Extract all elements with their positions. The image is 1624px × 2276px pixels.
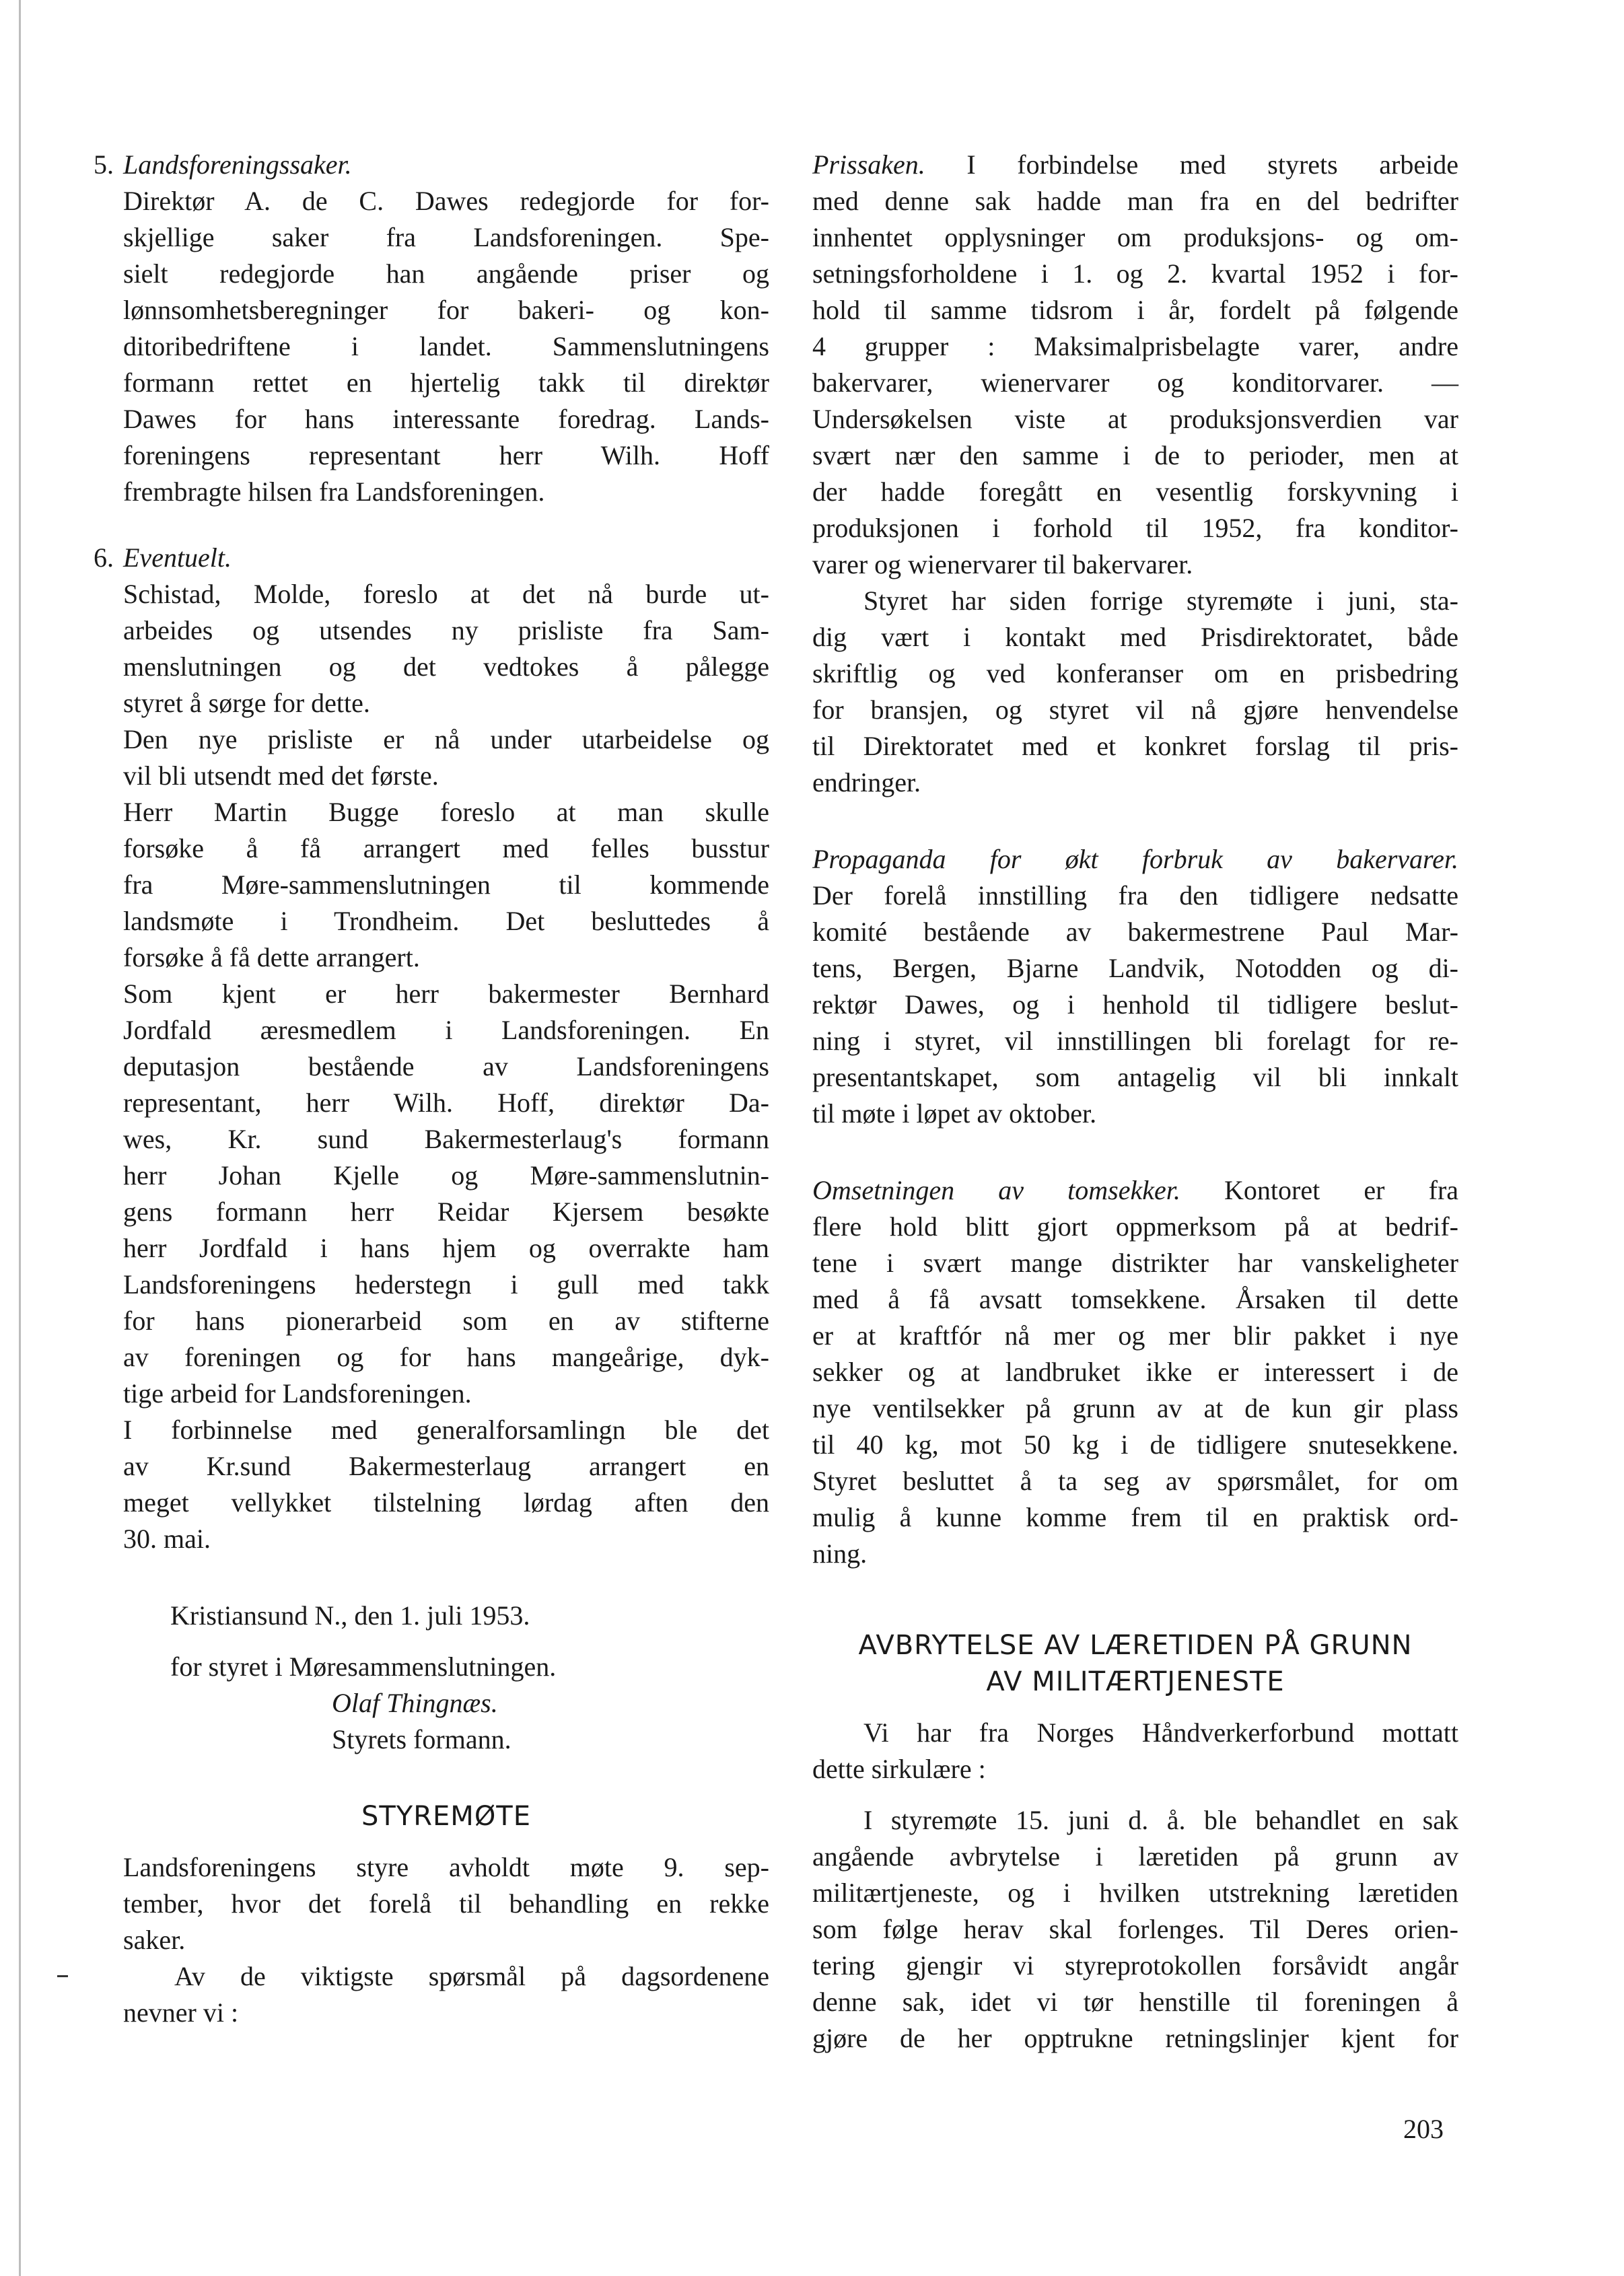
text-line: gens formann herr Reidar Kjersem besøkte xyxy=(123,1197,769,1227)
text-line: dig vært i kontakt med Prisdirektoratet, både xyxy=(812,622,1458,652)
text-line: 4 grupper : Maksimalprisbelagte varer, andre xyxy=(812,331,1458,361)
text-line: forsøke å få arrangert med felles busstur xyxy=(123,833,769,863)
item-5-number: 5. xyxy=(94,149,114,180)
signature-name: Olaf Thingnæs. xyxy=(332,1688,498,1718)
text-line: presentantskapet, som antagelig vil bli innkalt xyxy=(812,1062,1458,1092)
text-line: skjellige saker fra Landsforeningen. Spe- xyxy=(123,222,769,252)
text-line: denne sak, idet vi tør henstille til foreningen å xyxy=(812,1987,1458,2017)
text-line: for bransjen, og styret vil nå gjøre henvendelse xyxy=(812,695,1458,725)
text-line: ditoribedriftene i landet. Sammenslutningens xyxy=(123,331,769,361)
text-line: saker. xyxy=(123,1925,186,1955)
text-line: nevner vi : xyxy=(123,1997,239,2028)
text-line: Jordfald æresmedlem i Landsforeningen. En xyxy=(123,1015,769,1045)
text-line: produksjonen i forhold til 1952, fra konditor- xyxy=(812,513,1458,543)
text-line: mulig å kunne komme frem til en praktisk ord- xyxy=(812,1502,1458,1532)
text-line: til møte i løpet av oktober. xyxy=(812,1098,1097,1129)
text-line: Den nye prisliste er nå under utarbeidelse og xyxy=(123,724,769,754)
text-line: nye ventilsekker på grunn av at de kun gir plass xyxy=(812,1393,1458,1423)
right-column xyxy=(812,147,1458,2057)
text-line: setningsforholdene i 1. og 2. kvartal 1952 i for- xyxy=(812,258,1458,289)
text-line: gjøre de her opptrukne retningslinjer kjent for xyxy=(812,2023,1458,2053)
item-5-heading xyxy=(94,147,769,183)
text-line: frembragte hilsen fra Landsforeningen. xyxy=(123,476,545,507)
text-line: til 40 kg, mot 50 kg i de tidligere snutesekkene. xyxy=(812,1429,1458,1460)
text-line: som følge herav skal forlenges. Til Deres orien- xyxy=(812,1914,1458,1944)
prissaken-first: I forbindelse med styrets arbeide xyxy=(966,149,1458,180)
styremote-body xyxy=(123,1849,769,2031)
text-line: varer og wienervarer til bakervarer. xyxy=(812,549,1193,579)
item-6-heading xyxy=(94,540,769,576)
propaganda-title: Propaganda for økt forbruk av bakervarer. xyxy=(812,844,1458,874)
text-line: til Direktoratet med et konkret forslag til pris- xyxy=(812,731,1458,761)
text-line: Schistad, Molde, foreslo at det nå burde ut- xyxy=(123,579,769,609)
text-line: ning. xyxy=(812,1538,868,1569)
text-line: tering gjengir vi styreprotokollen forsåvidt angår xyxy=(812,1950,1458,1981)
text-line xyxy=(812,1172,1458,1209)
prissaken-title: Prissaken. xyxy=(812,149,925,180)
avbrytelse-section xyxy=(812,1627,1458,2057)
text-line: landsmøte i Trondheim. Det besluttedes å xyxy=(123,906,769,936)
text-line: herr Johan Kjelle og Møre-sammenslutnin- xyxy=(123,1160,769,1190)
text-line: rektør Dawes, og i henhold til tidligere beslut- xyxy=(812,989,1458,1020)
text-line: tige arbeid for Landsforeningen. xyxy=(123,1378,472,1409)
text-line: meget vellykket tilstelning lørdag aften den xyxy=(123,1487,769,1518)
text-line: militærtjeneste, og i hvilken utstrekning læretiden xyxy=(812,1878,1458,1908)
text-line: herr Jordfald i hans hjem og overrakte ham xyxy=(123,1233,769,1263)
avbrytelse-heading-line-1: AVBRYTELSE AV LÆRETIDEN PÅ GRUNN xyxy=(858,1630,1413,1661)
text-line: I styremøte 15. juni d. å. ble behandlet en sak xyxy=(863,1805,1458,1835)
text-line: fra Møre-sammenslutningen til kommende xyxy=(123,869,769,900)
prissaken-section xyxy=(812,147,1458,801)
text-line: menslutningen og det vedtokes å pålegge xyxy=(123,651,769,682)
text-line: foreningens representant herr Wilh. Hoff xyxy=(123,440,769,470)
item-5-body xyxy=(123,183,769,510)
text-line: wes, Kr. sund Bakermesterlaug's formann xyxy=(123,1124,769,1154)
text-line: Landsforeningens hederstegn i gull med takk xyxy=(123,1269,769,1300)
text-line: Der forelå innstilling fra den tidligere nedsatte xyxy=(812,880,1458,911)
text-line: med å få avsatt tomsekkene. Årsaken til dette xyxy=(812,1284,1458,1314)
text-line: svært nær den samme i de to perioder, men at xyxy=(812,440,1458,470)
propaganda-section xyxy=(812,841,1458,1132)
text-line: der hadde foregått en vesentlig forskyvning i xyxy=(812,476,1458,507)
left-column xyxy=(94,147,769,2031)
text-line: styret å sørge for dette. xyxy=(123,688,370,718)
text-line: er at kraftfór nå mer og mer blir pakket i nye xyxy=(812,1320,1458,1351)
text-line: forsøke å få dette arrangert. xyxy=(123,942,420,972)
text-line: innhentet opplysninger om produksjons- og om- xyxy=(812,222,1458,252)
text-line: komité bestående av bakermestrene Paul Mar- xyxy=(812,917,1458,947)
margin-mark xyxy=(57,1975,68,1977)
text-line: tens, Bergen, Bjarne Landvik, Notodden og di- xyxy=(812,953,1458,983)
omsetning-first: Kontoret er fra xyxy=(1224,1175,1459,1205)
signature-for-board: for styret i Møresammenslutningen. xyxy=(170,1651,557,1682)
item-6-number: 6. xyxy=(94,542,114,573)
item-6-title: Eventuelt. xyxy=(123,542,232,573)
text-line: flere hold blitt gjort oppmerksom på at bedrif- xyxy=(812,1211,1458,1242)
text-line: 30. mai. xyxy=(123,1524,211,1554)
text-line: sekker og at landbruket ikke er interessert i de xyxy=(812,1357,1458,1387)
omsetning-section xyxy=(812,1172,1458,1572)
text-line: med denne sak hadde man fra en del bedrifter xyxy=(812,186,1458,216)
text-line: lønnsomhetsberegninger for bakeri- og kon- xyxy=(123,295,769,325)
signature-block xyxy=(123,1598,769,1758)
signature-place-date: Kristiansund N., den 1. juli 1953. xyxy=(170,1600,530,1631)
item-6-body xyxy=(123,576,769,1557)
text-line: hold til samme tidsrom i år, fordelt på følgende xyxy=(812,295,1458,325)
text-line: Herr Martin Bugge foreslo at man skulle xyxy=(123,797,769,827)
text-line: arbeides og utsendes ny prisliste fra Sam- xyxy=(123,615,769,645)
text-line: tember, hvor det forelå til behandling en rekke xyxy=(123,1888,769,1919)
text-line: angående avbrytelse i læretiden på grunn av xyxy=(812,1841,1458,1872)
item-5-title: Landsforeningssaker. xyxy=(123,149,352,180)
text-line: Landsforeningens styre avholdt møte 9. sep- xyxy=(123,1852,769,1882)
text-line: formann rettet en hjertelig takk til direktør xyxy=(123,367,769,398)
text-line: sielt redegjorde han angående priser og xyxy=(123,258,769,289)
text-line: vil bli utsendt med det første. xyxy=(123,760,439,791)
text-line: Av de viktigste spørsmål på dagsordenene xyxy=(174,1961,769,1991)
text-line: I forbinnelse med generalforsamlingn ble det xyxy=(123,1415,769,1445)
text-line: av Kr.sund Bakermesterlaug arrangert en xyxy=(123,1451,769,1481)
text-line: Som kjent er herr bakermester Bernhard xyxy=(123,979,769,1009)
styremote-heading: STYREMØTE xyxy=(361,1801,532,1832)
text-line: deputasjon bestående av Landsforeningens xyxy=(123,1051,769,1081)
page-number: 203 xyxy=(1403,2114,1444,2144)
text-line: Styret besluttet å ta seg av spørsmålet, for om xyxy=(812,1466,1458,1496)
text-line: skriftlig og ved konferanser om en prisbedring xyxy=(812,658,1458,688)
text-line: Dawes for hans interessante foredrag. Lands- xyxy=(123,404,769,434)
text-line: representant, herr Wilh. Hoff, direktør Da- xyxy=(123,1088,769,1118)
text-line: ning i styret, vil innstillingen bli forelagt for re- xyxy=(812,1026,1458,1056)
signature-role: Styrets formann. xyxy=(332,1724,511,1754)
text-line xyxy=(812,147,1458,183)
text-line: Undersøkelsen viste at produksjonsverdien var xyxy=(812,404,1458,434)
omsetning-title: Omsetningen av tomsekker. xyxy=(812,1175,1180,1205)
text-line: tene i svært mange distrikter har vanskeligheter xyxy=(812,1248,1458,1278)
text-line: Direktør A. de C. Dawes redegjorde for for- xyxy=(123,186,769,216)
text-line: for hans pionerarbeid som en av stifterne xyxy=(123,1306,769,1336)
text-line: bakervarer, wienervarer og konditorvarer. — xyxy=(812,367,1458,398)
text-line: dette sirkulære : xyxy=(812,1754,986,1784)
text-line: endringer. xyxy=(812,767,921,797)
text-line: av foreningen og for hans mangeårige, dyk- xyxy=(123,1342,769,1372)
text-line: Styret har siden forrige styremøte i juni, sta- xyxy=(863,585,1458,616)
avbrytelse-heading-line-2: AV MILITÆRTJENESTE xyxy=(986,1666,1285,1697)
scan-edge-line xyxy=(19,0,21,2276)
text-line: Vi har fra Norges Håndverkerforbund mottatt xyxy=(863,1717,1458,1748)
